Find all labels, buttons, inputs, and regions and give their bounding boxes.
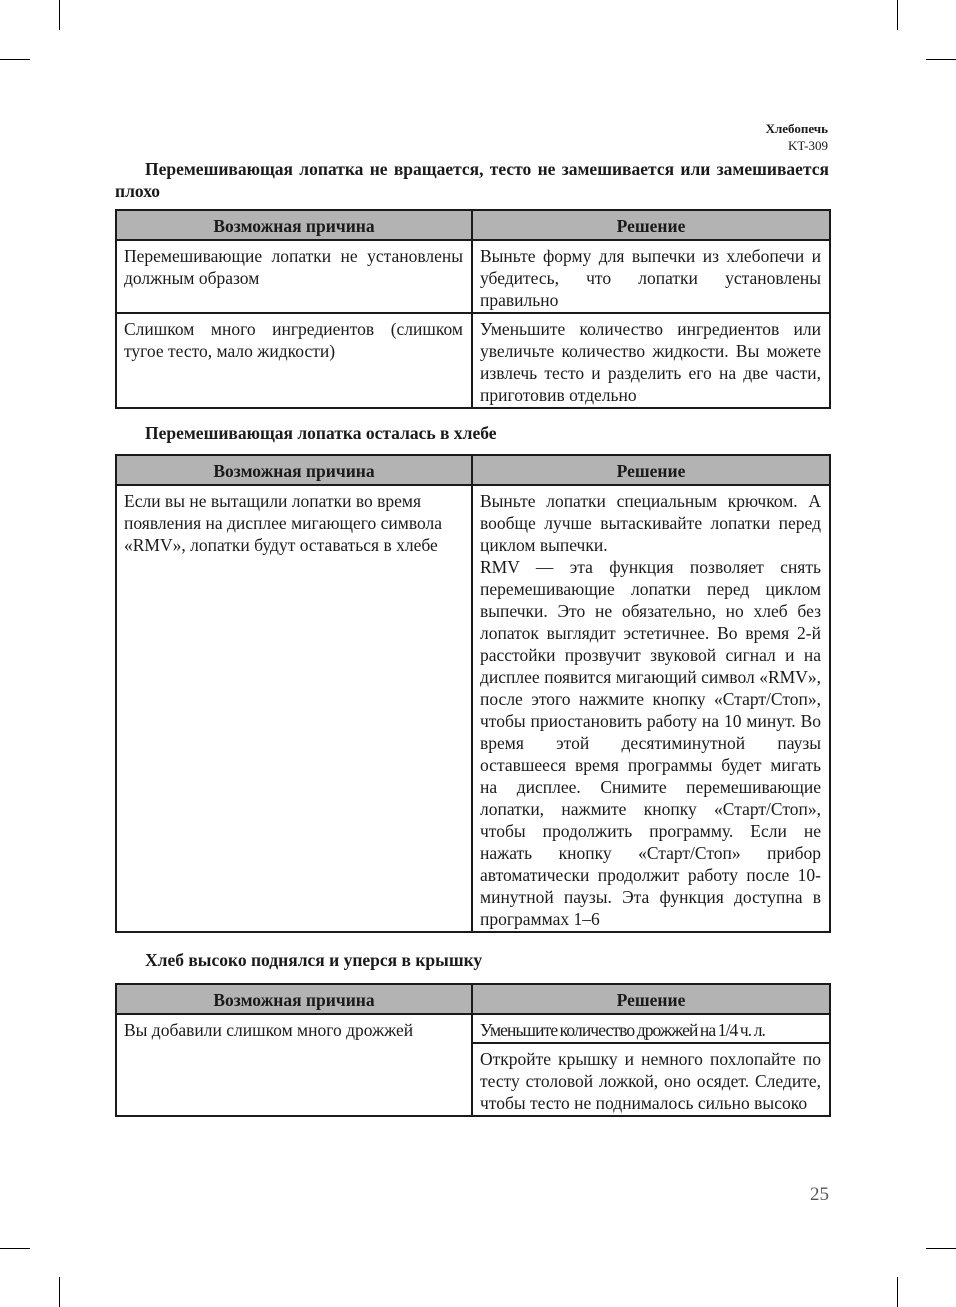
crop-mark: [897, 1277, 898, 1307]
table-row: [116, 313, 830, 408]
solution-paragraph: RMV — эта функция позволяет снять перемешивающие лопатки перед циклом выпечки. Это не обязательно, но хлеб без лопаток выглядит эстетичнее. Во время 2-й расстойки прозвучит звуковой сигнал и на дисплее появится мигающий символ «RMV», после этого нажмите кнопку «Старт/Стоп», чтобы приостановить работу на 10 минут. Во время этой десятиминутной паузы оставшееся время программы будет мигать на дисплее. Снимите перемешивающие лопатки, нажмите кнопку «Старт/Стоп», чтобы продолжить программу. Если не нажать кнопку «Старт/Стоп» прибор автоматически продолжит работу после 10-минутной паузы. Эта функция доступна в программах 1–6: [480, 557, 821, 929]
page-number: 25: [810, 1184, 829, 1205]
solution-cell: [472, 485, 830, 932]
solution-cell: Откройте крышку и немного похлопайте по тесту столовой ложкой, оно осядет. Следите, чтобы тесто не поднималось сильно высоко: [472, 1043, 830, 1116]
solution-cell: Выньте форму для выпечки из хлебопечи и убедитесь, что лопатки установлены правильно: [472, 240, 830, 313]
cause-cell: Вы добавили слишком много дрожжей: [116, 1014, 472, 1116]
crop-mark: [926, 59, 956, 60]
crop-mark: [0, 59, 30, 60]
crop-mark: [926, 1248, 956, 1249]
cause-cell: Слишком много ингредиентов (слишком тугое тесто, мало жидкости): [116, 313, 472, 408]
section-title: Перемешивающая лопатка не вращается, тесто не замешивается или замешивается плохо: [115, 159, 829, 201]
running-header: [766, 120, 828, 154]
troubleshooting-table: [115, 983, 831, 1117]
column-header-cause: Возможная причина: [116, 984, 472, 1014]
crop-mark: [0, 1248, 30, 1249]
column-header-solution: Решение: [472, 984, 830, 1014]
cause-cell: Если вы не вытащили лопатки во время появления на дисплее мигающего символа «RMV», лопатки будут оставаться в хлебе: [116, 485, 472, 932]
table-row: [116, 485, 830, 932]
column-header-solution: Решение: [472, 210, 830, 240]
crop-mark: [59, 1277, 60, 1307]
table-header-row: [116, 455, 830, 485]
column-header-cause: Возможная причина: [116, 455, 472, 485]
section-title: Перемешивающая лопатка осталась в хлебе: [145, 423, 497, 443]
solution-cell: Уменьшите количество ингредиентов или увеличьте количество жидкости. Вы можете извлечь тесто и разделить его на две части, приготовив отдельно: [472, 313, 830, 408]
column-header-cause: Возможная причина: [116, 210, 472, 240]
cause-cell: Перемешивающие лопатки не установлены должным образом: [116, 240, 472, 313]
column-header-solution: Решение: [472, 455, 830, 485]
table-row: [116, 1014, 830, 1043]
solution-paragraph: Выньте лопатки специальным крючком. А вообще лучше вытаскивайте лопатки перед циклом выпечки.: [480, 491, 821, 555]
troubleshooting-table: [115, 454, 831, 933]
page-content: [115, 158, 829, 1117]
section-title: Хлеб высоко поднялся и уперся в крышку: [145, 950, 483, 970]
solution-cell: Уменьшите количество дрожжей на 1/4 ч. л.: [472, 1014, 830, 1043]
troubleshooting-table: [115, 209, 831, 409]
product-name: Хлебопечь: [765, 121, 828, 136]
crop-mark: [59, 0, 60, 30]
crop-mark: [897, 0, 898, 30]
table-header-row: [116, 984, 830, 1014]
table-header-row: [116, 210, 830, 240]
model-number: KT-309: [788, 138, 828, 153]
table-row: [116, 240, 830, 313]
